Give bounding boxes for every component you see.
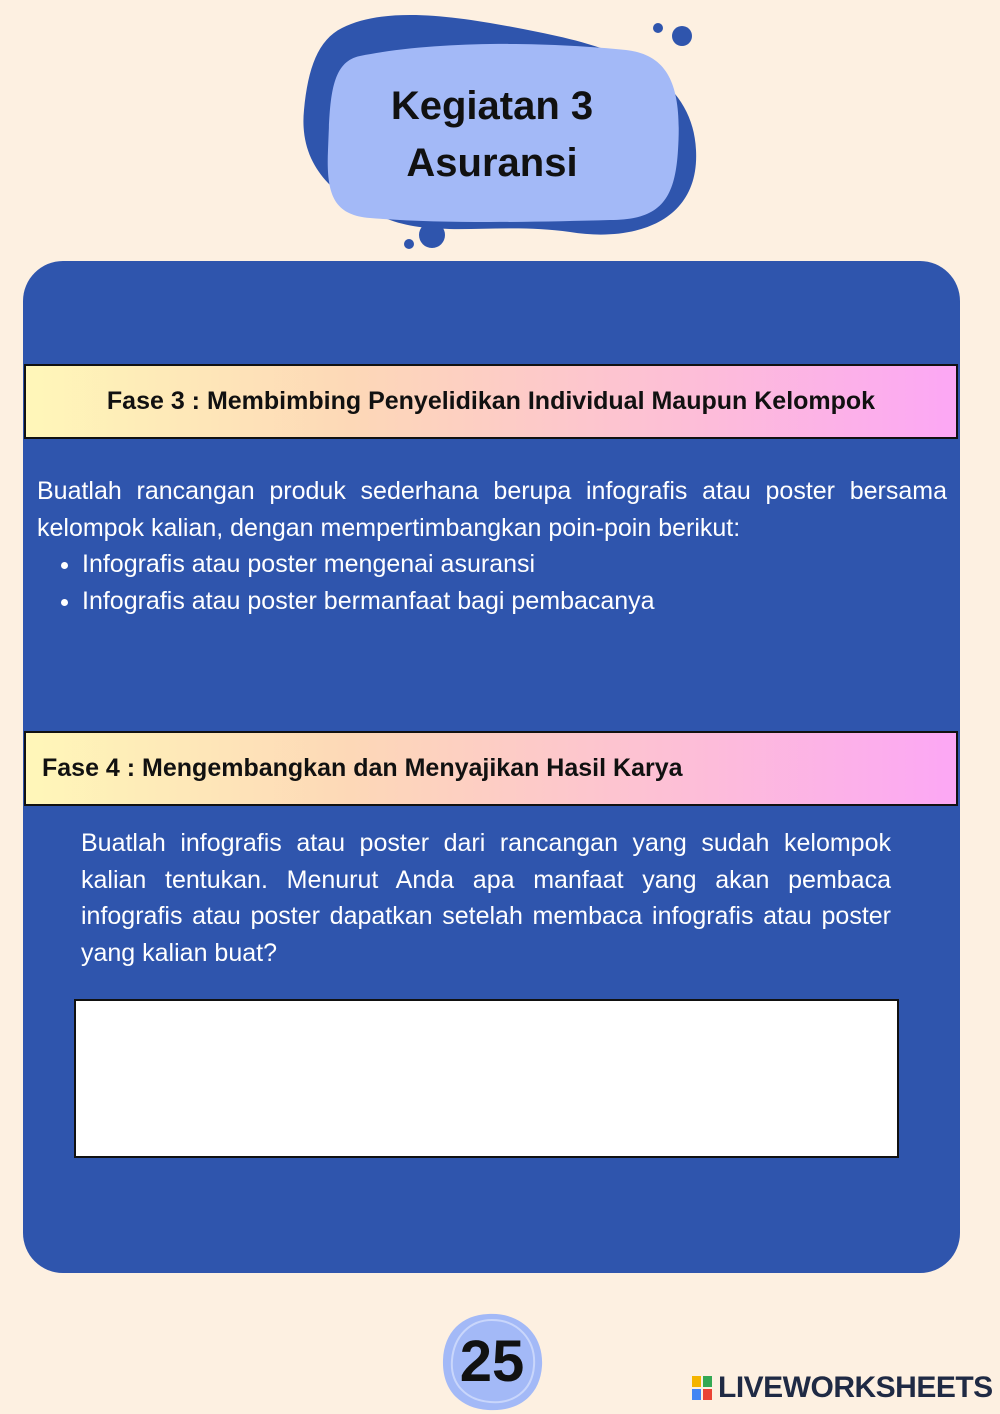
page-number: 25 — [459, 1329, 525, 1394]
page-title — [330, 78, 654, 192]
liveworksheets-logo-icon — [692, 1376, 712, 1400]
phase-3-heading: Fase 3 : Membimbing Penyelidikan Individual Maupun Kelompok — [24, 364, 958, 439]
phase-3-points — [37, 546, 947, 619]
phase-3-text — [37, 473, 947, 619]
list-item: • Infografis atau poster mengenai asuransi — [82, 546, 947, 583]
liveworksheets-brand: LIVEWORKSHEETS — [718, 1371, 993, 1404]
answer-input[interactable] — [74, 999, 899, 1158]
phase-4-heading: Fase 4 : Mengembangkan dan Menyajikan Hasil Karya — [24, 731, 958, 806]
phase-4-question: Buatlah infografis atau poster dari rancangan yang sudah kelompok kalian tentukan. Menurut Anda apa manfaat yang akan pembaca infografis atau poster dapatkan setelah membaca infografis atau poster yang kalian buat? — [81, 829, 891, 967]
phase-3-intro: Buatlah rancangan produk sederhana berupa infografis atau poster bersama kelompok kalian, dengan mempertimbangkan poin-poin berikut: — [37, 477, 947, 542]
list-item: • Infografis atau poster bermanfaat bagi pembacanya — [82, 583, 947, 620]
title-line-1: Kegiatan 3 — [390, 84, 594, 128]
title-line-2: Asuransi — [406, 141, 578, 185]
